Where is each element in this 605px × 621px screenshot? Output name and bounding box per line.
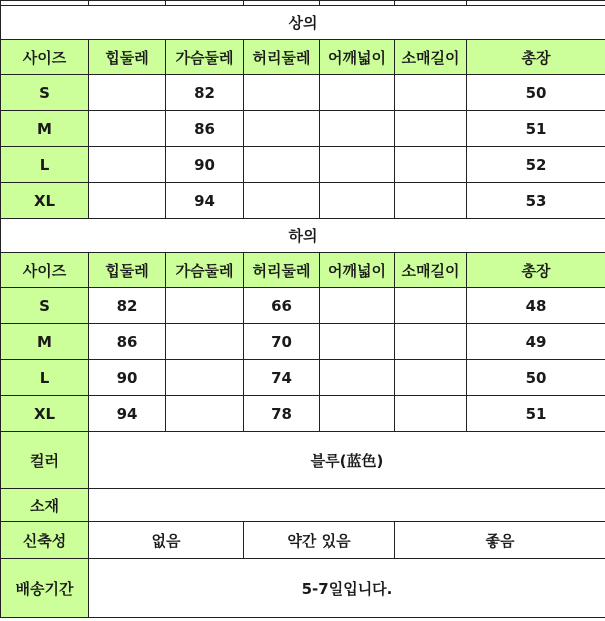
- material-label: 소재: [1, 489, 89, 522]
- chest-cell: 90: [166, 147, 244, 183]
- material-value: [89, 489, 605, 522]
- table-row: [1, 396, 605, 432]
- chest-cell: 94: [166, 183, 244, 219]
- sleeve-cell: [395, 183, 467, 219]
- bottom-section-title: 하의: [1, 219, 605, 253]
- table-row: [1, 288, 605, 324]
- header-waist: 허리둘레: [244, 253, 320, 288]
- hip-cell: [89, 183, 166, 219]
- color-row: [1, 432, 605, 489]
- waist-cell: [244, 111, 320, 147]
- waist-cell: 78: [244, 396, 320, 432]
- size-cell: L: [1, 147, 89, 183]
- table-row: [1, 111, 605, 147]
- header-size: 사이즈: [1, 253, 89, 288]
- size-cell: XL: [1, 183, 89, 219]
- length-cell: 50: [467, 75, 605, 111]
- waist-cell: [244, 183, 320, 219]
- hip-cell: [89, 147, 166, 183]
- chest-cell: [166, 324, 244, 360]
- header-waist: 허리둘레: [244, 40, 320, 75]
- waist-cell: 74: [244, 360, 320, 396]
- header-sleeve: 소매길이: [395, 40, 467, 75]
- table-row: [1, 147, 605, 183]
- sleeve-cell: [395, 324, 467, 360]
- stretch-label: 신축성: [1, 522, 89, 559]
- sleeve-cell: [395, 360, 467, 396]
- length-cell: 51: [467, 111, 605, 147]
- length-cell: 52: [467, 147, 605, 183]
- shipping-row: [1, 559, 605, 618]
- shoulder-cell: [320, 183, 395, 219]
- header-shoulder: 어깨넓이: [320, 40, 395, 75]
- header-length: 총장: [467, 253, 605, 288]
- top-header-row: [1, 40, 605, 75]
- top-section-title-row: [1, 6, 605, 40]
- shoulder-cell: [320, 288, 395, 324]
- material-row: [1, 489, 605, 522]
- hip-cell: 82: [89, 288, 166, 324]
- sleeve-cell: [395, 111, 467, 147]
- hip-cell: 94: [89, 396, 166, 432]
- shoulder-cell: [320, 147, 395, 183]
- table-row: [1, 75, 605, 111]
- hip-cell: 90: [89, 360, 166, 396]
- chest-cell: [166, 360, 244, 396]
- length-cell: 48: [467, 288, 605, 324]
- header-sleeve: 소매길이: [395, 253, 467, 288]
- stretch-option-good: 좋음: [395, 522, 605, 559]
- header-shoulder: 어깨넓이: [320, 253, 395, 288]
- waist-cell: 70: [244, 324, 320, 360]
- length-cell: 51: [467, 396, 605, 432]
- color-value: 블루(蓝色): [89, 432, 605, 489]
- shoulder-cell: [320, 111, 395, 147]
- sleeve-cell: [395, 288, 467, 324]
- sleeve-cell: [395, 75, 467, 111]
- stretch-option-none: 없음: [89, 522, 244, 559]
- sleeve-cell: [395, 396, 467, 432]
- header-chest: 가슴둘레: [166, 40, 244, 75]
- length-cell: 53: [467, 183, 605, 219]
- shoulder-cell: [320, 324, 395, 360]
- top-section-title: 상의: [1, 6, 605, 40]
- waist-cell: [244, 147, 320, 183]
- size-cell: S: [1, 75, 89, 111]
- size-cell: L: [1, 360, 89, 396]
- shoulder-cell: [320, 75, 395, 111]
- table-row: [1, 360, 605, 396]
- bottom-section-title-row: [1, 219, 605, 253]
- hip-cell: [89, 75, 166, 111]
- table-row: [1, 324, 605, 360]
- header-chest: 가슴둘레: [166, 253, 244, 288]
- color-label: 컬러: [1, 432, 89, 489]
- chest-cell: 82: [166, 75, 244, 111]
- hip-cell: 86: [89, 324, 166, 360]
- shipping-value: 5-7일입니다.: [89, 559, 605, 618]
- hip-cell: [89, 111, 166, 147]
- header-size: 사이즈: [1, 40, 89, 75]
- size-cell: M: [1, 324, 89, 360]
- waist-cell: [244, 75, 320, 111]
- stretch-row: [1, 522, 605, 559]
- length-cell: 49: [467, 324, 605, 360]
- table-row: [1, 183, 605, 219]
- shoulder-cell: [320, 396, 395, 432]
- shoulder-cell: [320, 360, 395, 396]
- size-cell: XL: [1, 396, 89, 432]
- header-hip: 힙둘레: [89, 40, 166, 75]
- size-cell: S: [1, 288, 89, 324]
- chest-cell: [166, 288, 244, 324]
- sleeve-cell: [395, 147, 467, 183]
- size-cell: M: [1, 111, 89, 147]
- chest-cell: [166, 396, 244, 432]
- chest-cell: 86: [166, 111, 244, 147]
- header-hip: 힙둘레: [89, 253, 166, 288]
- length-cell: 50: [467, 360, 605, 396]
- header-length: 총장: [467, 40, 605, 75]
- stretch-option-slight: 약간 있음: [244, 522, 395, 559]
- waist-cell: 66: [244, 288, 320, 324]
- shipping-label: 배송기간: [1, 559, 89, 618]
- bottom-header-row: [1, 253, 605, 288]
